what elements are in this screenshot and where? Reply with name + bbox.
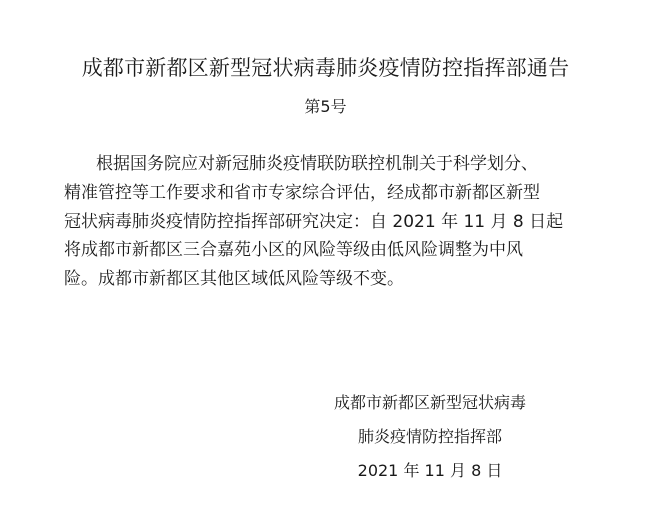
signature-org-line-2: 肺炎疫情防控指挥部 [357,427,502,446]
notice-title: 成都市新都区新型冠状病毒肺炎疫情防控指挥部通告 [81,56,570,80]
notice-number: 第5号 [304,97,347,116]
body-line: 根据国务院应对新冠肺炎疫情联防联控机制关于科学划分、 [96,154,538,174]
notice-body [64,150,604,294]
body-line: 精准管控等工作要求和省市专家综合评估，经成都市新都区新型 [64,182,540,203]
body-line: 险。成都市新都区其他区域低风险等级不变。 [64,269,404,290]
signature-org-line-1: 成都市新都区新型冠状病毒 [333,393,526,412]
signature-block [300,388,560,490]
body-line: 冠状病毒肺炎疫情防控指挥部研究决定：自 2021 年 11 月 8 日起 [64,211,564,232]
body-line: 将成都市新都区三合嘉苑小区的风险等级由低风险调整为中风 [64,240,523,261]
signature-date: 2021 年 11 月 8 日 [357,461,503,480]
